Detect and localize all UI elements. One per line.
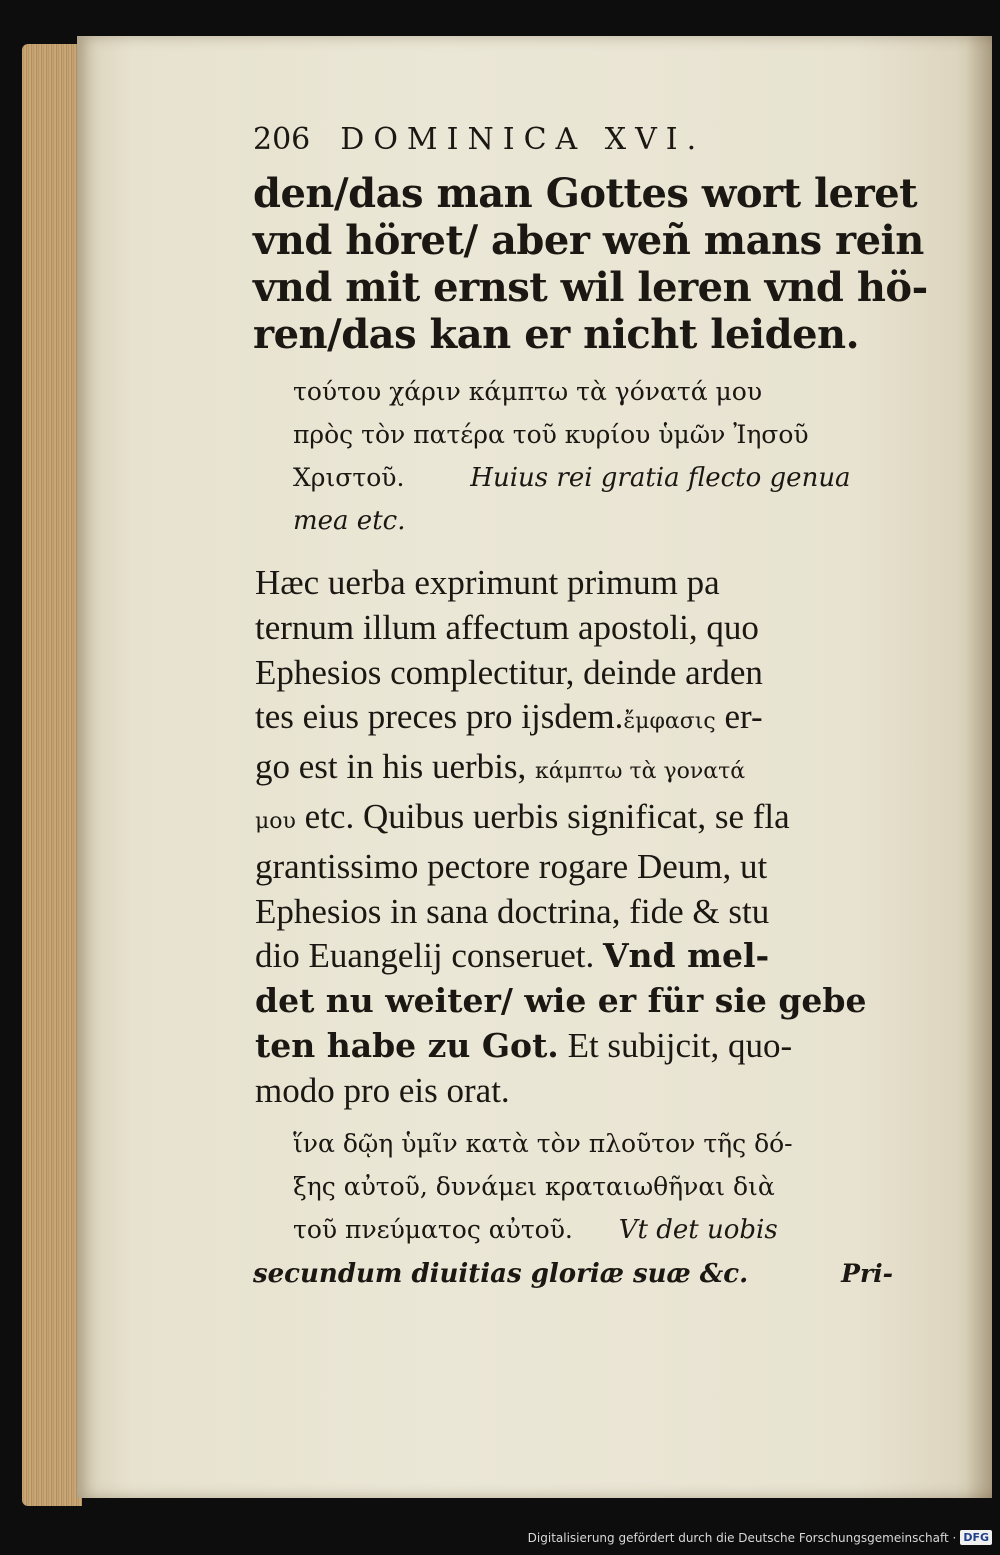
text-line: vnd mit ernst wil leren vnd hö- <box>253 264 928 311</box>
credit-text: Digitalisierung gefördert durch die Deutsche Forschungsgemeinschaft · <box>527 1530 957 1545</box>
greek-text: τοῦ πνεύματος αὐτοῦ. <box>293 1214 573 1244</box>
text-line <box>293 1208 893 1252</box>
text-line <box>255 934 893 979</box>
text-line: ξης αὐτοῦ, δυνάμει κραταιωθῆναι διὰ <box>293 1171 775 1201</box>
latin-text: dio Euangelij conseruet. <box>255 936 595 976</box>
latin-text: er- <box>715 697 763 737</box>
running-title: DOMINICA XVI. <box>340 122 706 157</box>
text-line: grantissimo pectore rogare Deum, ut <box>255 846 768 886</box>
greek-phrase: κάμπτω τὰ γονατά <box>534 759 746 785</box>
greek-text: Χριστοῦ. <box>293 463 405 492</box>
text-line <box>253 1252 893 1296</box>
latin-translation: mea etc. <box>293 506 406 536</box>
latin-translation: Huius rei gratia flecto genua <box>470 463 851 493</box>
greek-quotation-2 <box>253 1122 893 1296</box>
german-text: Vnd mel- <box>602 936 770 976</box>
digitization-credit <box>528 1530 992 1545</box>
text-line: den/das man Gottes wort leret <box>253 170 918 217</box>
text-line: vnd höret/ aber weñ mans rein <box>253 217 924 264</box>
latin-text: tes eius preces pro ijsdem. <box>255 697 624 737</box>
text-line <box>255 745 893 795</box>
text-line: det nu weiter/ wie er für sie gebe <box>255 981 867 1021</box>
german-text: ten habe zu Got. <box>255 1025 559 1065</box>
greek-word: ἔμφασις <box>623 709 716 735</box>
text-line: ἵνα δῷη ὑμῖν κατὰ τὸν πλοῦτον τῆς δό- <box>293 1128 793 1158</box>
latin-translation: secundum diuitias gloriæ suæ &c. <box>253 1258 749 1289</box>
german-paragraph-1 <box>253 170 928 358</box>
text-line: ternum illum affectum apostoli, quo <box>255 607 759 647</box>
text-line <box>255 695 893 745</box>
latin-paragraph <box>255 561 893 1114</box>
page-number: 206 <box>253 122 311 157</box>
latin-text: Et subijcit, quo- <box>567 1025 793 1065</box>
catchword: Pri- <box>841 1258 893 1288</box>
greek-word: μου <box>255 808 296 834</box>
text-line: Ephesios complectitur, deinde arden <box>255 652 763 692</box>
latin-text: go est in his uerbis, <box>255 747 527 787</box>
page-edges <box>22 44 82 1506</box>
book <box>22 30 997 1510</box>
dfg-logo: DFG <box>960 1530 992 1545</box>
text-line <box>255 1024 893 1069</box>
text-block <box>253 122 928 1296</box>
latin-text: etc. Quibus uerbis significat, se fla <box>304 796 790 836</box>
text-line: modo pro eis orat. <box>255 1070 510 1110</box>
greek-quotation-1 <box>293 370 893 543</box>
text-line: πρὸς τὸν πατέρα τοῦ κυρίου ὑμῶν Ἰησοῦ <box>293 420 809 449</box>
text-line: ren/das kan er nicht leiden. <box>253 311 860 358</box>
text-line <box>293 456 893 500</box>
text-line <box>255 795 893 845</box>
latin-translation: Vt det uobis <box>618 1214 778 1245</box>
text-line: Hæc uerba exprimunt primum pa <box>255 563 720 602</box>
text-line: τούτου χάριν κάμπτω τὰ γόνατά μου <box>293 377 763 406</box>
text-line: Ephesios in sana doctrina, fide & stu <box>255 891 770 931</box>
running-head <box>253 122 893 166</box>
page-gutter-shadow <box>966 36 992 1498</box>
